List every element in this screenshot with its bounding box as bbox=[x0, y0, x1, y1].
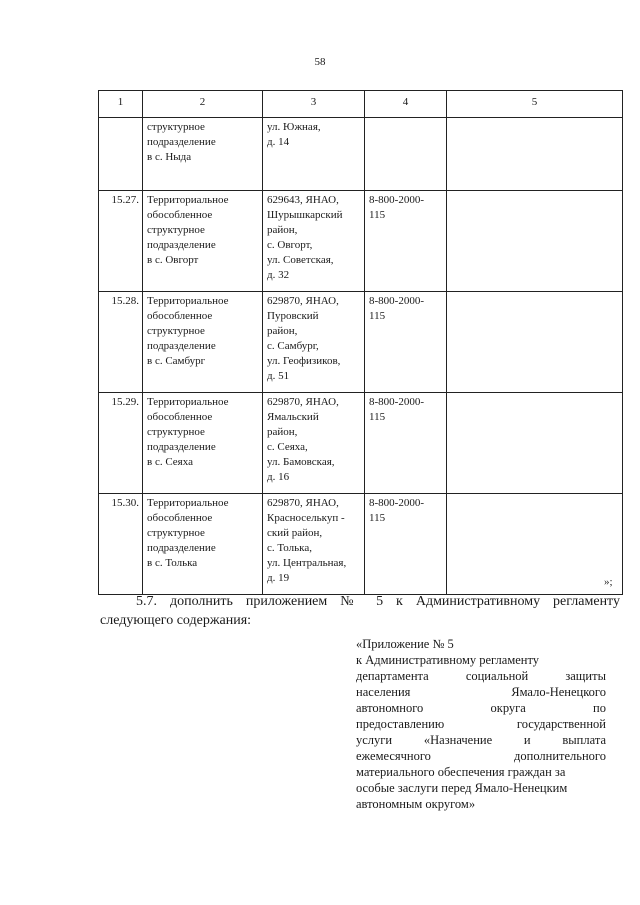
appendix-line: к Административному регламенту bbox=[356, 653, 540, 667]
column-header: 1 bbox=[99, 91, 143, 118]
office-name-cell: структурное подразделение в с. Ныда bbox=[143, 118, 263, 191]
appendix-line: населения Ямало-Ненецкого bbox=[356, 685, 606, 699]
appendix-line: «Приложение № 5 bbox=[356, 637, 454, 651]
office-name-cell: Территориальное обособленное структурное подразделение в с. Толька bbox=[143, 494, 263, 595]
extra-cell bbox=[447, 292, 623, 393]
address-cell: 629870, ЯНАО, Красноселькуп - ский район, с. Толька, ул. Центральная, д. 19 bbox=[263, 494, 365, 595]
address-cell: ул. Южная, д. 14 bbox=[263, 118, 365, 191]
phone-cell: 8-800-2000- 115 bbox=[365, 494, 447, 595]
address-cell: 629643, ЯНАО, Шурышкарский район, с. Овгорт, ул. Советская, д. 32 bbox=[263, 191, 365, 292]
appendix-line: материального обеспечения граждан за bbox=[356, 765, 566, 779]
page-number: 58 bbox=[314, 56, 326, 68]
phone-cell bbox=[365, 118, 447, 191]
address-cell: 629870, ЯНАО, Ямальский район, с. Сеяха, ул. Бамовская, д. 16 bbox=[263, 393, 365, 494]
instruction-line: 5.7. дополнить приложением № 5 к Административному регламенту bbox=[136, 594, 620, 609]
row-number-cell: 15.29. bbox=[99, 393, 143, 494]
row-number-cell: 15.28. bbox=[99, 292, 143, 393]
table-row bbox=[99, 191, 623, 292]
table-row bbox=[99, 292, 623, 393]
appendix-line: ежемесячного дополнительного bbox=[356, 749, 606, 763]
appendix-line: услуги «Назначение и выплата bbox=[356, 733, 606, 747]
appendix-line: автономным округом» bbox=[356, 797, 476, 811]
extra-cell bbox=[447, 393, 623, 494]
row-number-cell: 15.27. bbox=[99, 191, 143, 292]
appendix-line: автономного округа по bbox=[356, 701, 606, 715]
row-number-cell bbox=[99, 118, 143, 191]
table-row bbox=[99, 494, 623, 595]
appendix-line: особые заслуги перед Ямало-Ненецким bbox=[356, 781, 568, 795]
column-header: 3 bbox=[263, 91, 365, 118]
column-header: 4 bbox=[365, 91, 447, 118]
office-name-cell: Территориальное обособленное структурное подразделение в с. Самбург bbox=[143, 292, 263, 393]
appendix-heading bbox=[356, 636, 606, 812]
office-name-cell: Территориальное обособленное структурное подразделение в с. Овгорт bbox=[143, 191, 263, 292]
extra-cell bbox=[447, 494, 623, 595]
table-row bbox=[99, 393, 623, 494]
extra-cell bbox=[447, 191, 623, 292]
offices-table bbox=[98, 90, 623, 595]
instruction-line: следующего содержания: bbox=[100, 613, 252, 628]
address-cell: 629870, ЯНАО, Пуровский район, с. Самбург, ул. Геофизиков, д. 51 bbox=[263, 292, 365, 393]
table-closing-quote: »; bbox=[604, 576, 613, 588]
amendment-instruction bbox=[100, 592, 620, 630]
extra-cell bbox=[447, 118, 623, 191]
appendix-line: департамента социальной защиты bbox=[356, 669, 606, 683]
table-row bbox=[99, 118, 623, 191]
phone-cell: 8-800-2000- 115 bbox=[365, 191, 447, 292]
phone-cell: 8-800-2000- 115 bbox=[365, 393, 447, 494]
column-header: 2 bbox=[143, 91, 263, 118]
office-name-cell: Территориальное обособленное структурное подразделение в с. Сеяха bbox=[143, 393, 263, 494]
table-header-row bbox=[99, 91, 623, 118]
row-number-cell: 15.30. bbox=[99, 494, 143, 595]
appendix-line: предоставлению государственной bbox=[356, 717, 606, 731]
phone-cell: 8-800-2000- 115 bbox=[365, 292, 447, 393]
column-header: 5 bbox=[447, 91, 623, 118]
